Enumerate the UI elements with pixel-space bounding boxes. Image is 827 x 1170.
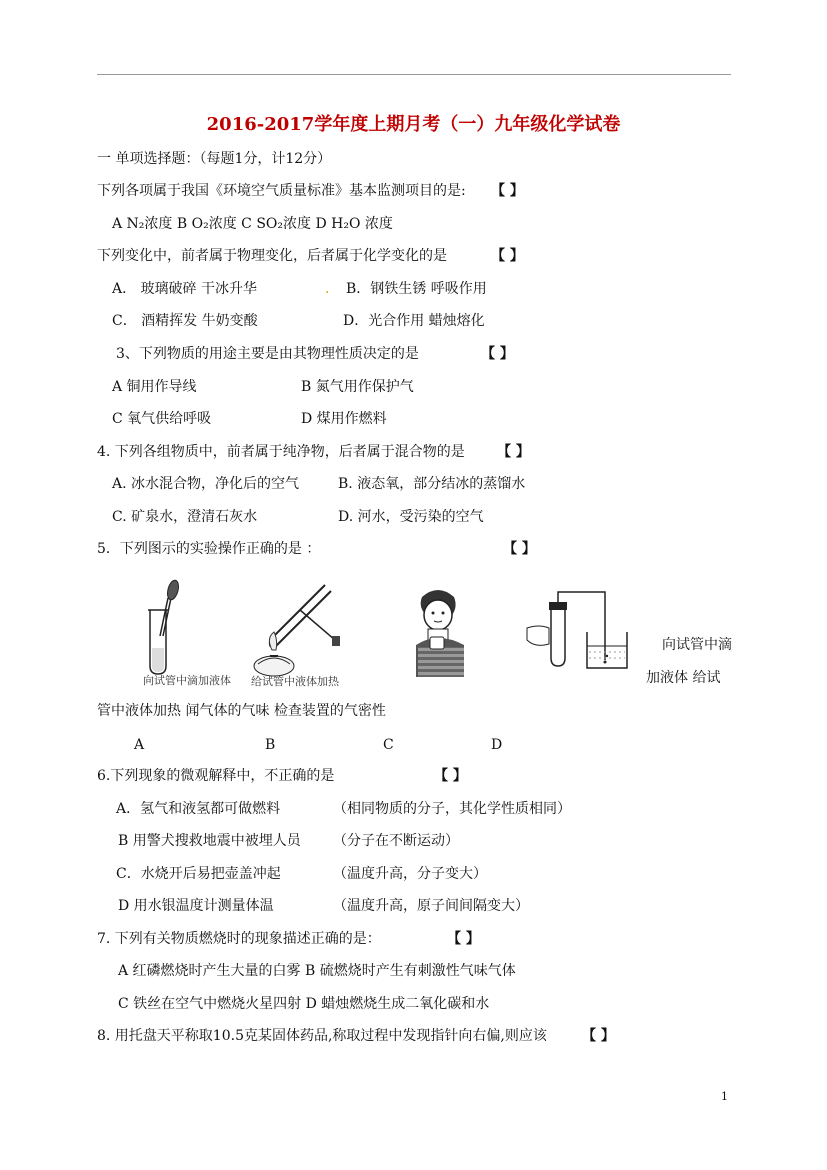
q1-options: A N₂浓度 B O₂浓度 C SO₂浓度 D H₂O 浓度 <box>112 216 393 232</box>
figure-airtightness-check <box>525 588 637 672</box>
q6-option-a: A．氢气和液氢都可做燃料 <box>116 801 281 817</box>
q4-option-a: A. 冰水混合物，净化后的空气 <box>112 476 300 492</box>
q2-option-b: B．钢铁生锈 呼吸作用 <box>346 281 487 297</box>
q5-label-b: B <box>265 737 276 753</box>
q3-bracket: 【 】 <box>481 346 514 362</box>
stray-dot: . <box>325 281 330 297</box>
q5-bracket: 【 】 <box>503 541 536 557</box>
q5-caption-line-2: 管中液体加热 闻气体的气味 检查装置的气密性 <box>97 703 386 719</box>
q6-option-b: B 用警犬搜救地震中被埋人员 <box>118 833 301 849</box>
q5-label-d: D <box>491 737 503 753</box>
q3-option-b: B 氮气用作保护气 <box>301 379 414 395</box>
figure-smelling-gas <box>408 585 472 677</box>
q4-option-d: D. 河水，受污染的空气 <box>338 509 484 525</box>
q5-caption-right-1: 向试管中滴 <box>662 637 732 653</box>
q4-bracket: 【 】 <box>497 444 530 460</box>
q1-stem: 下列各项属于我国《环境空气质量标准》基本监测项目的是: <box>97 183 466 199</box>
q5-label-c: C <box>383 737 394 753</box>
q3-option-d: D 煤用作燃料 <box>301 411 387 427</box>
q6-option-c: C．水烧开后易把壶盖冲起 <box>116 866 281 882</box>
q3-stem: 3、下列物质的用途主要是由其物理性质决定的是 <box>116 346 419 362</box>
q2-bracket: 【 】 <box>491 248 524 264</box>
q2-stem: 下列变化中，前者属于物理变化，后者属于化学变化的是 <box>97 248 447 264</box>
figure-b-caption: 给试管中液体加热 <box>251 675 339 688</box>
q7-stem: 7. 下列有关物质燃烧时的现象描述正确的是： <box>97 931 381 947</box>
q6-option-d-explanation: （温度升高，原子间间隔变大） <box>333 898 529 914</box>
q2-option-d: D．光合作用 蜡烛熔化 <box>343 313 485 329</box>
page-title: 2016-2017学年度上期月考（一）九年级化学试卷 <box>206 114 621 135</box>
q6-bracket: 【 】 <box>434 768 467 784</box>
section-heading: 一 单项选择题：（每题1分，计12分） <box>97 151 332 167</box>
q8-bracket: 【 】 <box>582 1028 615 1044</box>
q1-bracket: 【 】 <box>491 183 524 199</box>
q6-option-c-explanation: （温度升高，分子变大） <box>333 866 487 882</box>
q2-option-a: A． 玻璃破碎 干冰升华 <box>112 281 258 297</box>
q6-stem: 6.下列现象的微观解释中，不正确的是 <box>97 768 335 784</box>
q3-option-c: C 氧气供给呼吸 <box>112 411 212 427</box>
figure-a-caption: 向试管中滴加液体 <box>143 674 231 687</box>
header-rule <box>97 74 731 75</box>
q6-option-a-explanation: （相同物质的分子，其化学性质相同） <box>333 801 571 817</box>
q4-stem: 4. 下列各组物质中，前者属于纯净物，后者属于混合物的是 <box>97 444 465 460</box>
q5-label-a: A <box>134 737 145 753</box>
q3-option-a: A 铜用作导线 <box>112 379 197 395</box>
q2-option-c: C． 酒精挥发 牛奶变酸 <box>112 313 258 329</box>
figure-dropper-into-tube <box>138 578 218 682</box>
q8-stem: 8. 用托盘天平称取10.5克某固体药品,称取过程中发现指针向右偏,则应该 <box>97 1028 547 1044</box>
q5-caption-right-2: 加液体 给试 <box>646 670 721 686</box>
q6-option-d: D 用水银温度计测量体温 <box>118 898 274 914</box>
q4-option-b: B. 液态氧，部分结冰的蒸馏水 <box>338 476 526 492</box>
q7-options-cd: C 铁丝在空气中燃烧火星四射 D 蜡烛燃烧生成二氧化碳和水 <box>118 996 490 1012</box>
page-number: 1 <box>721 1090 728 1103</box>
q4-option-c: C. 矿泉水，澄清石灰水 <box>112 509 258 525</box>
q7-options-ab: A 红磷燃烧时产生大量的白雾 B 硫燃烧时产生有刺激性气味气体 <box>118 963 516 979</box>
q7-bracket: 【 】 <box>447 931 480 947</box>
q6-option-b-explanation: （分子在不断运动） <box>333 833 459 849</box>
q5-stem: 5．下列图示的实验操作正确的是 ： <box>97 541 321 557</box>
